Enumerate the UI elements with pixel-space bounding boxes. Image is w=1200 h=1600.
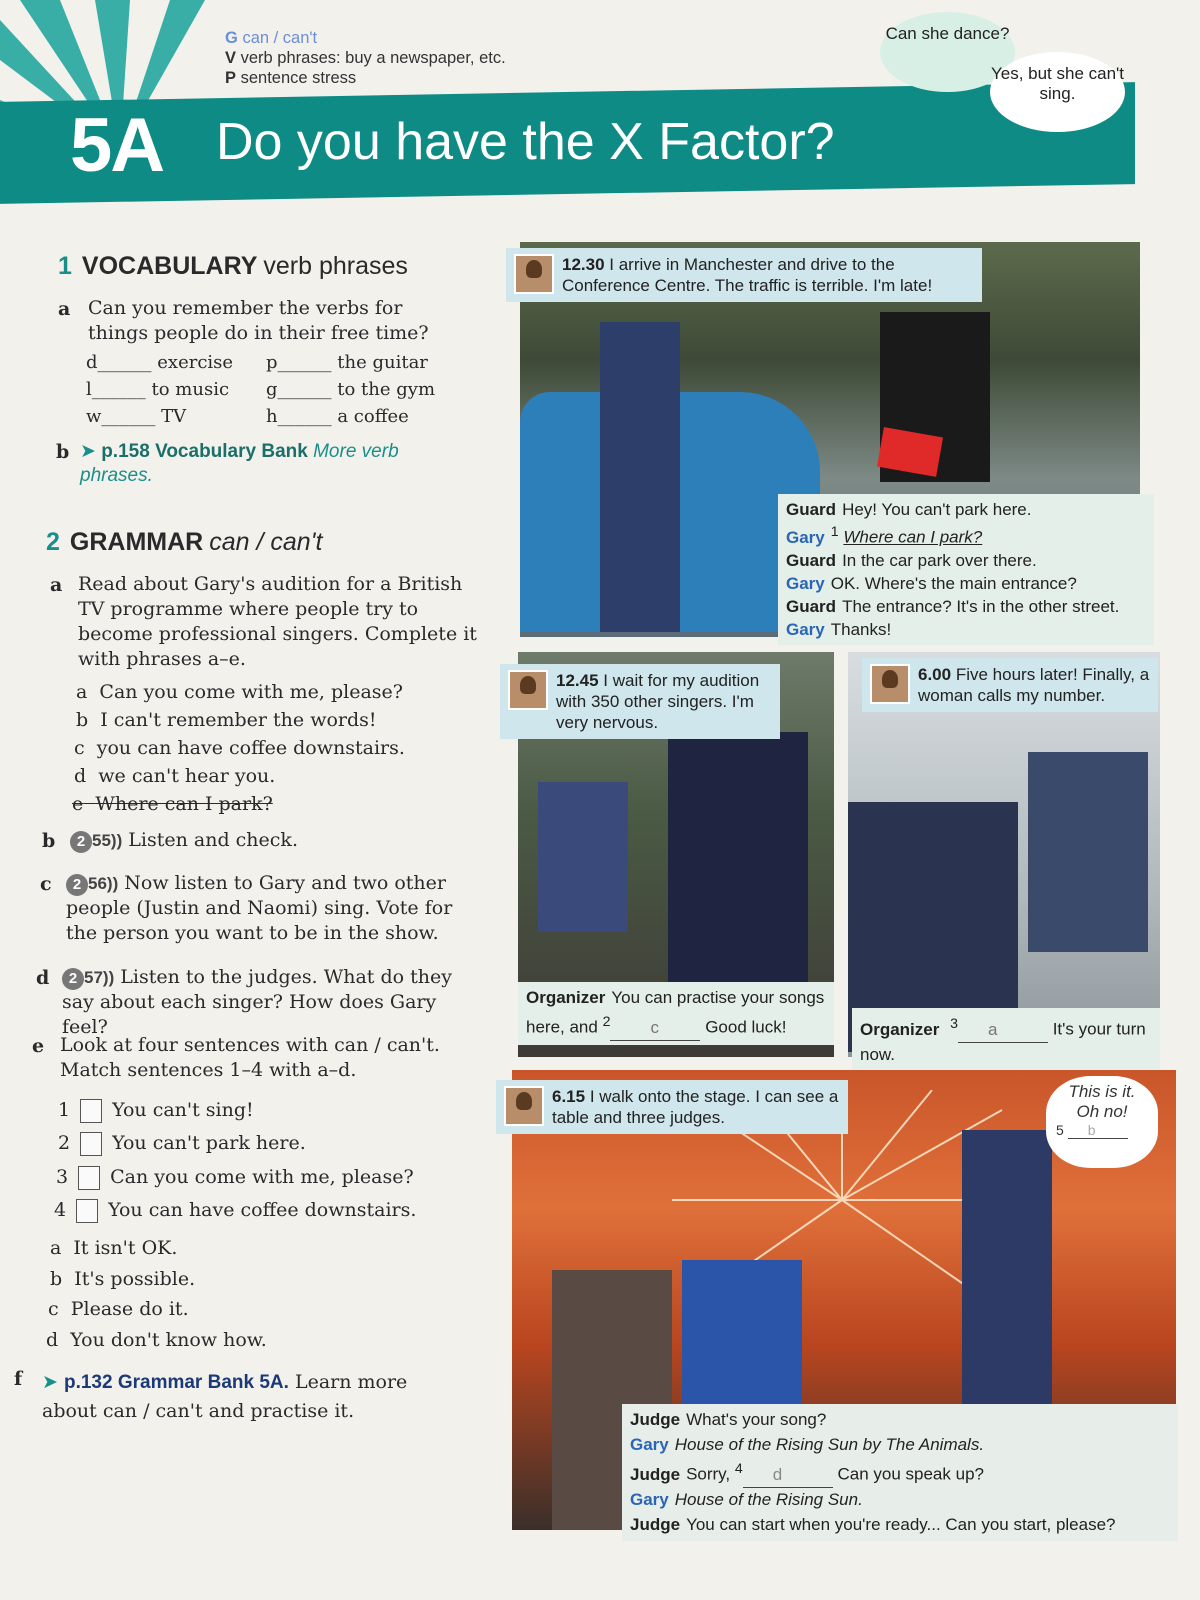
phrase-item: a Can you come with me, please?: [76, 681, 403, 703]
vocab-item[interactable]: w______ TV: [86, 406, 187, 427]
handwritten-answer: a: [987, 1019, 998, 1039]
audio-cd-icon[interactable]: 2: [66, 874, 88, 896]
meaning-item: c Please do it.: [48, 1298, 189, 1320]
gary-figure: [600, 322, 680, 632]
lesson-header: [0, 0, 1200, 200]
gary-avatar: [870, 664, 910, 704]
gary-avatar: [508, 670, 548, 710]
grammar-b[interactable]: 2 55)) Listen and check.: [70, 828, 298, 853]
vocab-item[interactable]: l______ to music: [86, 379, 230, 400]
grammar-bank-link[interactable]: ➤ p.132 Grammar Bank 5A. Learn more about can / can't and practise it.: [42, 1371, 408, 1422]
item-letter: b: [56, 441, 70, 463]
sentence-item[interactable]: 4 You can have coffee downstairs.: [54, 1199, 417, 1221]
handwritten-answer: d: [772, 1464, 783, 1484]
lesson-objectives: G can / can't V verb phrases: buy a newspaper, etc. P sentence stress: [225, 29, 506, 87]
speech-bubble-question: Can she dance?: [880, 12, 1015, 92]
sound-waves-icon: )): [110, 831, 123, 850]
answer-blank[interactable]: [958, 1018, 1048, 1043]
sound-waves-icon: )): [102, 968, 115, 987]
meaning-item: b It's possible.: [50, 1268, 196, 1290]
vocab-item[interactable]: d______ exercise: [86, 352, 234, 373]
item-letter: a: [58, 298, 71, 320]
dialogue-panel-3: Organizer $^3$ a It's your turn now.: [852, 1008, 1160, 1071]
vocabulary-a-text: Can you remember the verbs for things people do in their free time?: [88, 297, 429, 344]
grammar-d[interactable]: 2 57)) Listen to the judges. What do they say about each singer? How does Gary feel?: [62, 966, 452, 1038]
photo-panel-number: [848, 652, 1160, 1057]
gary-figure: [1028, 752, 1148, 952]
gary-avatar: [514, 254, 554, 294]
answer-blank[interactable]: [743, 1463, 833, 1489]
caption-panel-1: 12.30 I arrive in Manchester and drive to the Conference Centre. The traffic is terrible. I'm late!: [506, 248, 982, 302]
vocabulary-bank-link[interactable]: ➤ p.158 Vocabulary Bank More verb phrases.: [80, 441, 399, 486]
item-letter: f: [14, 1368, 23, 1390]
meaning-item: a It isn't OK.: [50, 1237, 178, 1259]
answer-box[interactable]: [76, 1199, 98, 1223]
answer-blank[interactable]: [610, 1016, 700, 1041]
dialogue-panel-1: Guard Hey! You can't park here. Gary $^1$ Where can I park? Guard In the car park over there. Gary OK. Where's the main entrance? Guard The entrance? It's in the other street. Gary Thanks!: [778, 494, 1154, 645]
audio-cd-icon[interactable]: 2: [70, 831, 92, 853]
phrase-item-crossed: e Where can I park?: [72, 793, 273, 815]
item-letter: e: [32, 1035, 45, 1057]
handwritten-answer: b: [1087, 1122, 1096, 1138]
answer-box[interactable]: [80, 1099, 102, 1123]
speech-bubble-answer: Yes, but she can't sing.: [990, 52, 1125, 132]
grammar-a-text: Read about Gary's audition for a British TV programme where people try to become professional singers. Complete it with phrases a–e.: [78, 573, 477, 670]
phrase-item: b I can't remember the words!: [76, 709, 377, 731]
dialogue-panel-2: Organizer You can practise your songs here, and $^2$ c Good luck!: [518, 982, 834, 1045]
vocab-item[interactable]: p______ the guitar: [266, 352, 428, 373]
sentence-item[interactable]: 2 You can't park here.: [58, 1132, 306, 1154]
organizer-figure: [668, 732, 808, 982]
caption-panel-3: 6.00 Five hours later! Finally, a woman calls my number.: [862, 658, 1158, 712]
item-letter: d: [36, 967, 50, 989]
handwritten-answer: c: [650, 1017, 659, 1037]
item-letter: b: [42, 830, 56, 852]
caption-panel-2: 12.45 I wait for my audition with 350 other singers. I'm very nervous.: [500, 664, 780, 739]
item-letter: a: [50, 574, 63, 596]
phrase-item: d we can't hear you.: [74, 765, 276, 787]
answer-box[interactable]: [78, 1166, 100, 1190]
sentence-item[interactable]: 1 You can't sing!: [58, 1099, 254, 1121]
grammar-heading: 2 GRAMMAR can / can't: [46, 528, 323, 556]
thought-bubble: This is it. Oh no! 5 b: [1046, 1076, 1158, 1168]
dialogue-panel-4: Judge What's your song? Gary House of the Rising Sun by The Animals. Judge Sorry, $^4$ d Can you speak up? Gary House of the Rising Sun. Judge You can start when you're ready... Can you start, please?: [622, 1404, 1178, 1541]
sentence-item[interactable]: 3 Can you come with me, please?: [56, 1166, 414, 1188]
audio-cd-icon[interactable]: 2: [62, 968, 84, 990]
gary-on-stage-figure: [962, 1130, 1052, 1430]
phrase-item: c you can have coffee downstairs.: [74, 737, 405, 759]
lesson-code: 5A: [70, 103, 164, 188]
grammar-c[interactable]: 2 56)) Now listen to Gary and two other people (Justin and Naomi) sing. Vote for the person you want to be in the show.: [66, 872, 453, 944]
vocab-item[interactable]: h______ a coffee: [266, 406, 409, 427]
grammar-e-text: Look at four sentences with can / can't. Match sentences 1–4 with a–d.: [60, 1034, 440, 1081]
vocabulary-heading: 1 VOCABULARY verb phrases: [58, 252, 408, 280]
caption-panel-4: 6.15 I walk onto the stage. I can see a table and three judges.: [496, 1080, 848, 1134]
singer-figure: [538, 782, 628, 932]
vocab-item[interactable]: g______ to the gym: [266, 379, 436, 400]
answer-box[interactable]: [80, 1132, 102, 1156]
meaning-item: d You don't know how.: [46, 1329, 267, 1351]
answer-blank[interactable]: [1068, 1122, 1128, 1139]
arrow-right-icon: ➤: [80, 441, 96, 462]
sound-waves-icon: )): [106, 874, 119, 893]
lesson-title: Do you have the X Factor?: [216, 113, 835, 171]
gary-avatar: [504, 1086, 544, 1126]
item-letter: c: [40, 873, 52, 895]
arrow-right-icon: ➤: [42, 1372, 58, 1393]
